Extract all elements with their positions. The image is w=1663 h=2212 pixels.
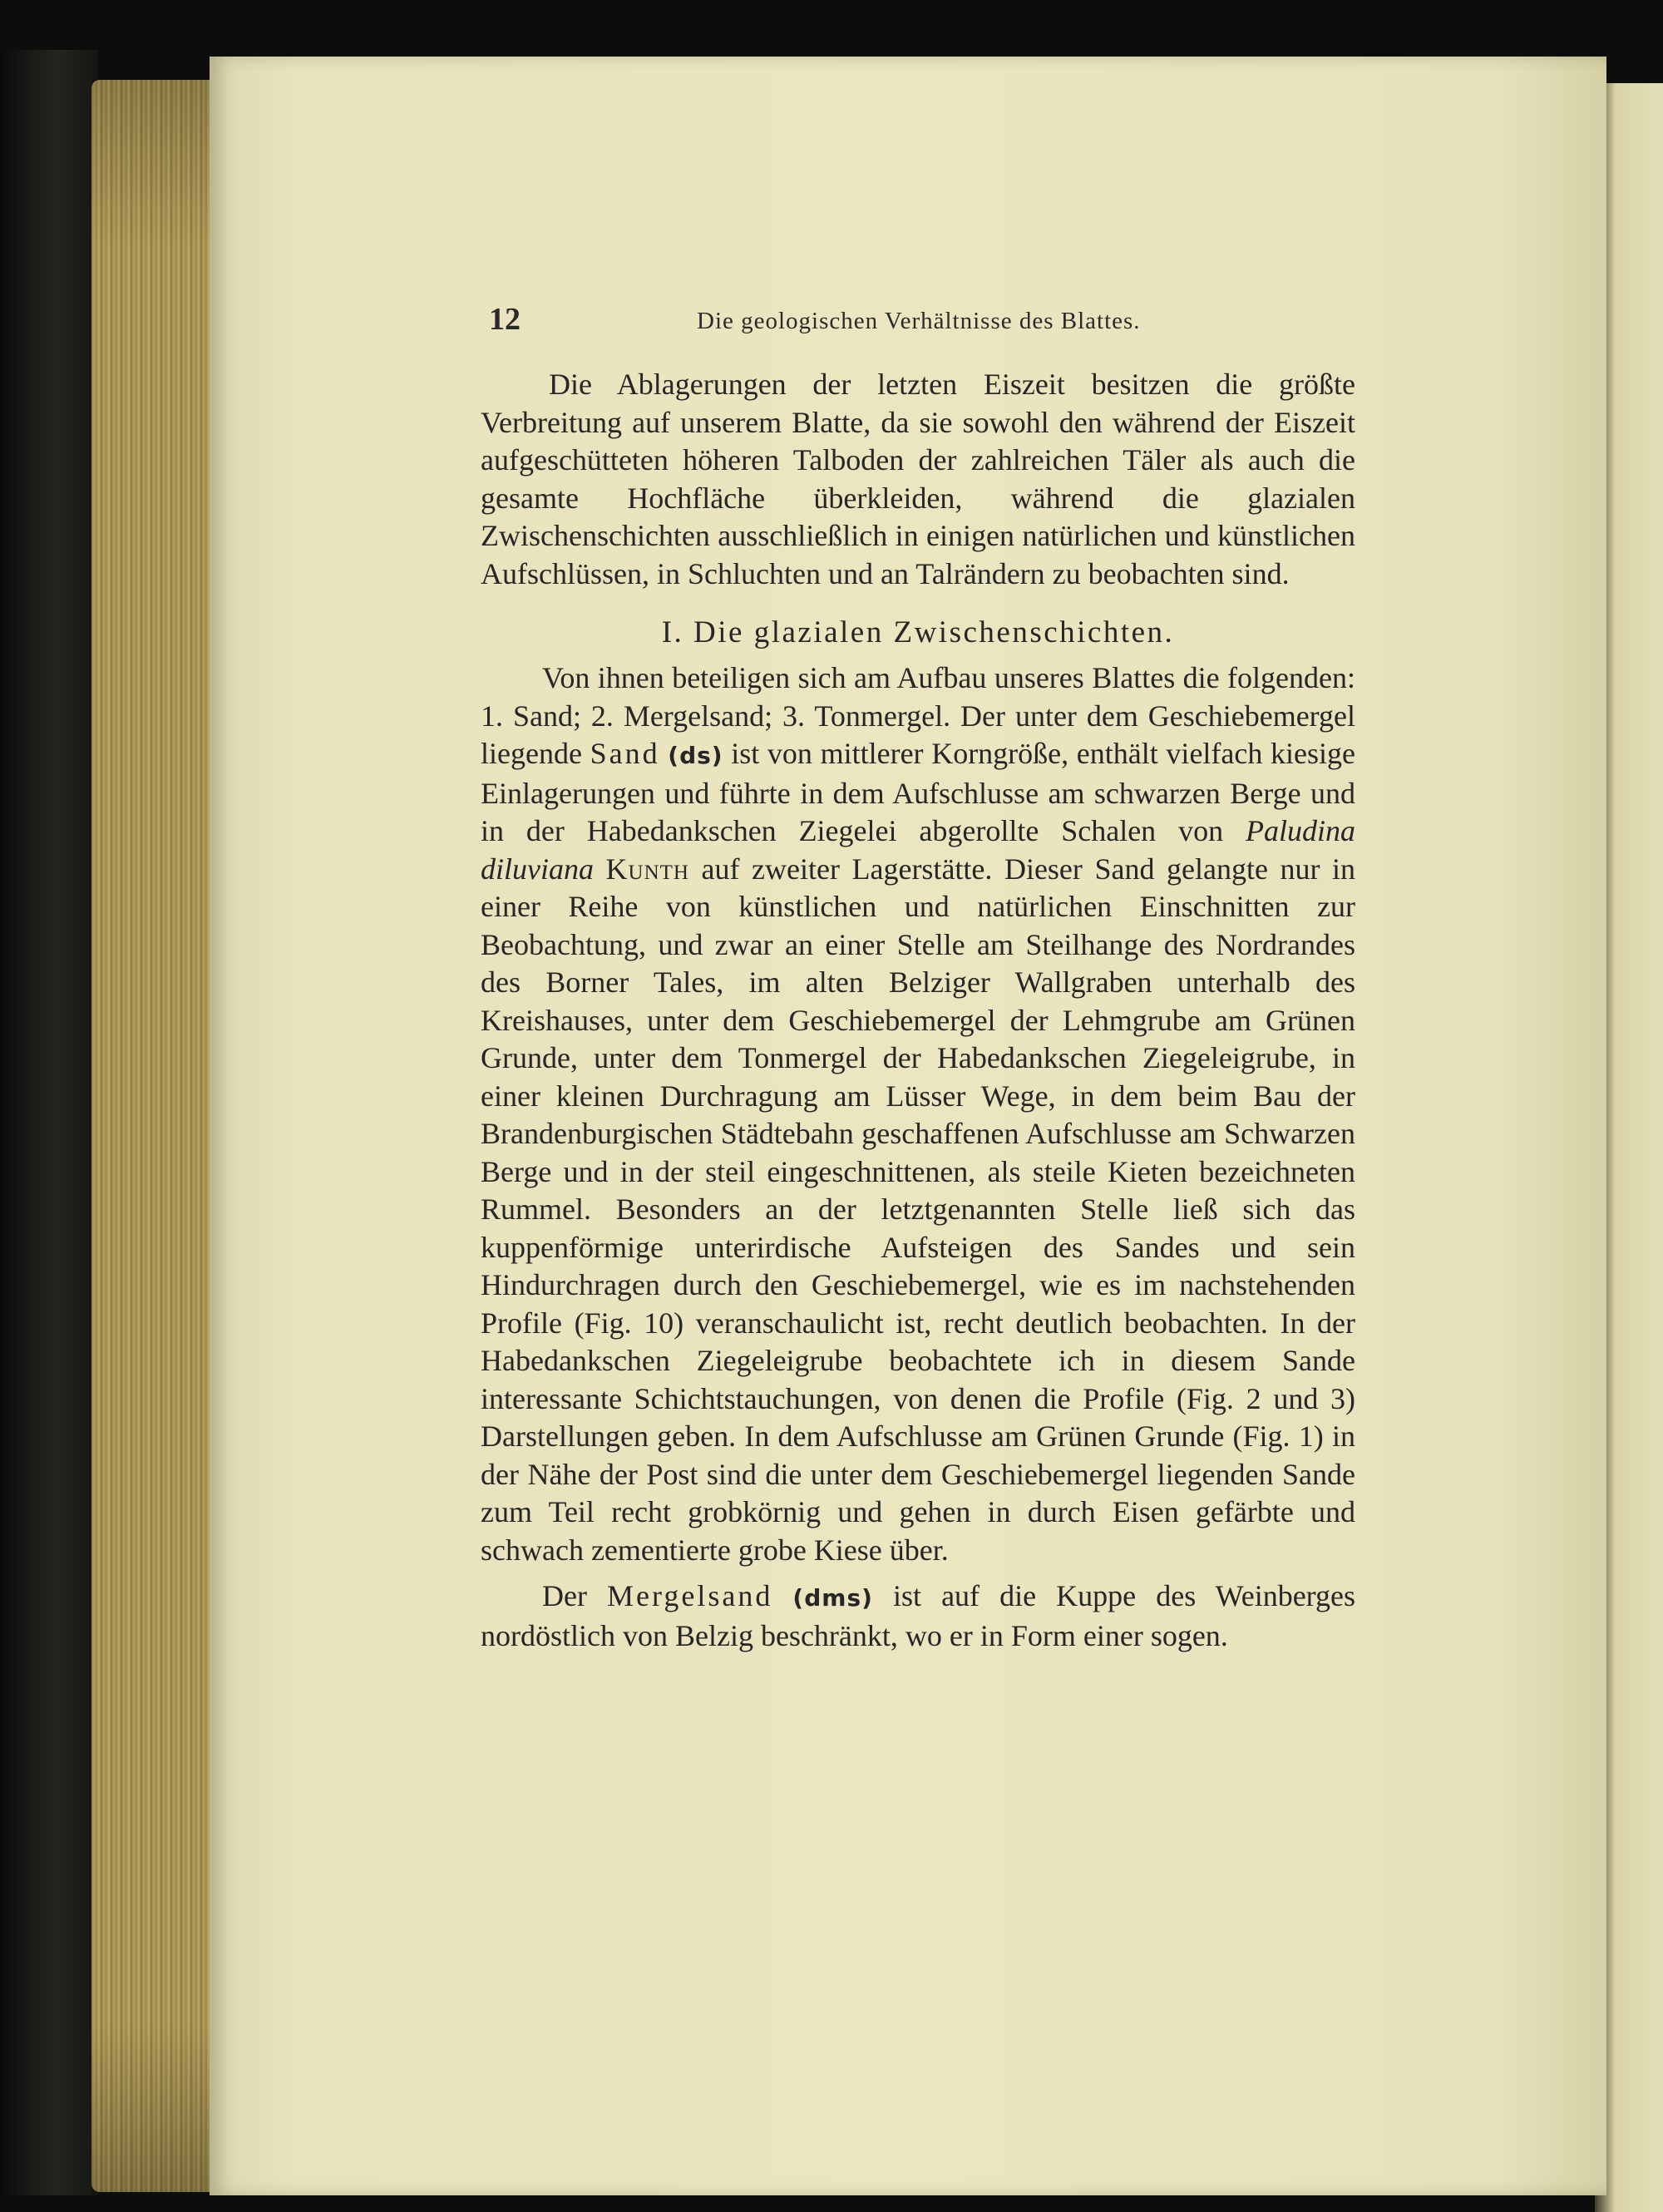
running-title: Die geologischen Verhältnisse des Blattes. <box>697 308 1141 334</box>
mergelsand-text-1: Der <box>542 1579 608 1612</box>
section-heading: I. Die glazialen Zwischenschichten. <box>661 615 1175 649</box>
sand-text-3: auf zweiter Lagerstätte. Dieser Sand gelangte nur in einer Reihe von künstlichen und natürlichen Einschnitten zur Beobachtung, und zwar an einer Stelle am Steilhange des Nordrandes des Borner Tales, im alten Belziger Wallgraben unterhalb des Kreishauses, unter dem Geschiebemergel der Lehmgrube am Grünen Grunde, unter dem Tonmergel der Habedankschen Ziegeleigrube, in einer kleinen Durchragung am Lüsser Wege, in dem beim Bau der Brandenburgischen Städtebahn geschaffenen Aufschlusse am Schwarzen Berge und in der steil eingeschnittenen, als steile Kieten bezeichneten Rummel. Besonders an der letztgenannten Stelle ließ sich das kuppenförmige unterirdische Aufsteigen des Sandes und sein Hindurchragen durch den Geschiebemergel, wie es im nachstehenden Profile (Fig. 10) veranschaulicht ist, recht deutlich beobachten. In der Habedankschen Ziegeleigrube beobachtete ich in diesem Sande interessante Schichtstauchungen, von denen die Profile (Fig. 2 und 3) Darstellungen geben. In dem Aufschlusse am Grünen Grunde (Fig. 1) in der Nähe der Post sind die unter dem Geschiebemergel liegenden Sande zum Teil recht grobkörnig und gehen in durch Eisen gefärbte und schwach zementierte grobe Kiese über. <box>481 852 1356 1567</box>
page-number: 12 <box>489 302 521 337</box>
species-name: Paludina diluviana <box>481 814 1355 886</box>
mergelsand-text-2: ist auf die Kuppe des Weinberges nordöstlich von Belzig beschränkt, wo er in Form einer sogen. <box>481 1579 1356 1652</box>
page-body <box>481 366 1355 1655</box>
intro-paragraph: Die Ablagerungen der letzten Eiszeit besitzen die größte Verbreitung auf unserem Blatte, da sie sowohl den während der Eiszeit aufgeschütteten höheren Talboden der zahlreichen Täler als auch die gesamte Hochfläche überkleiden, während die glazialen Zwischenschichten ausschließlich in einigen natürlichen und künstlichen Aufschlüssen, in Schluchten und an Talrändern zu beobachten sind. <box>481 368 1355 590</box>
page-edges <box>91 80 216 2192</box>
sand-term: Sand <box>590 737 660 770</box>
sand-code: (ds) <box>668 742 723 769</box>
sand-paragraph <box>481 659 1355 1569</box>
sand-text-2: ist von mittlerer Korngröße, enthält vielfach kiesige Einlagerungen und führte in dem Aufschlusse am schwarzen Berge und in der Habedankschen Ziegelei abgerollte Schalen von <box>481 737 1355 847</box>
mergelsand-paragraph <box>481 1578 1355 1655</box>
mergelsand-term: Mergelsand <box>607 1579 773 1612</box>
page-header <box>489 301 1362 348</box>
sand-text-1: Von ihnen beteiligen sich am Aufbau unseres Blattes die folgenden: 1. Sand; 2. Mergelsand; 3. Tonmergel. Der unter dem Geschiebemergel liegende <box>481 661 1355 770</box>
book-cover <box>0 50 98 2195</box>
species-author: Kunth <box>605 852 689 886</box>
mergelsand-code: (dms) <box>792 1584 873 1612</box>
